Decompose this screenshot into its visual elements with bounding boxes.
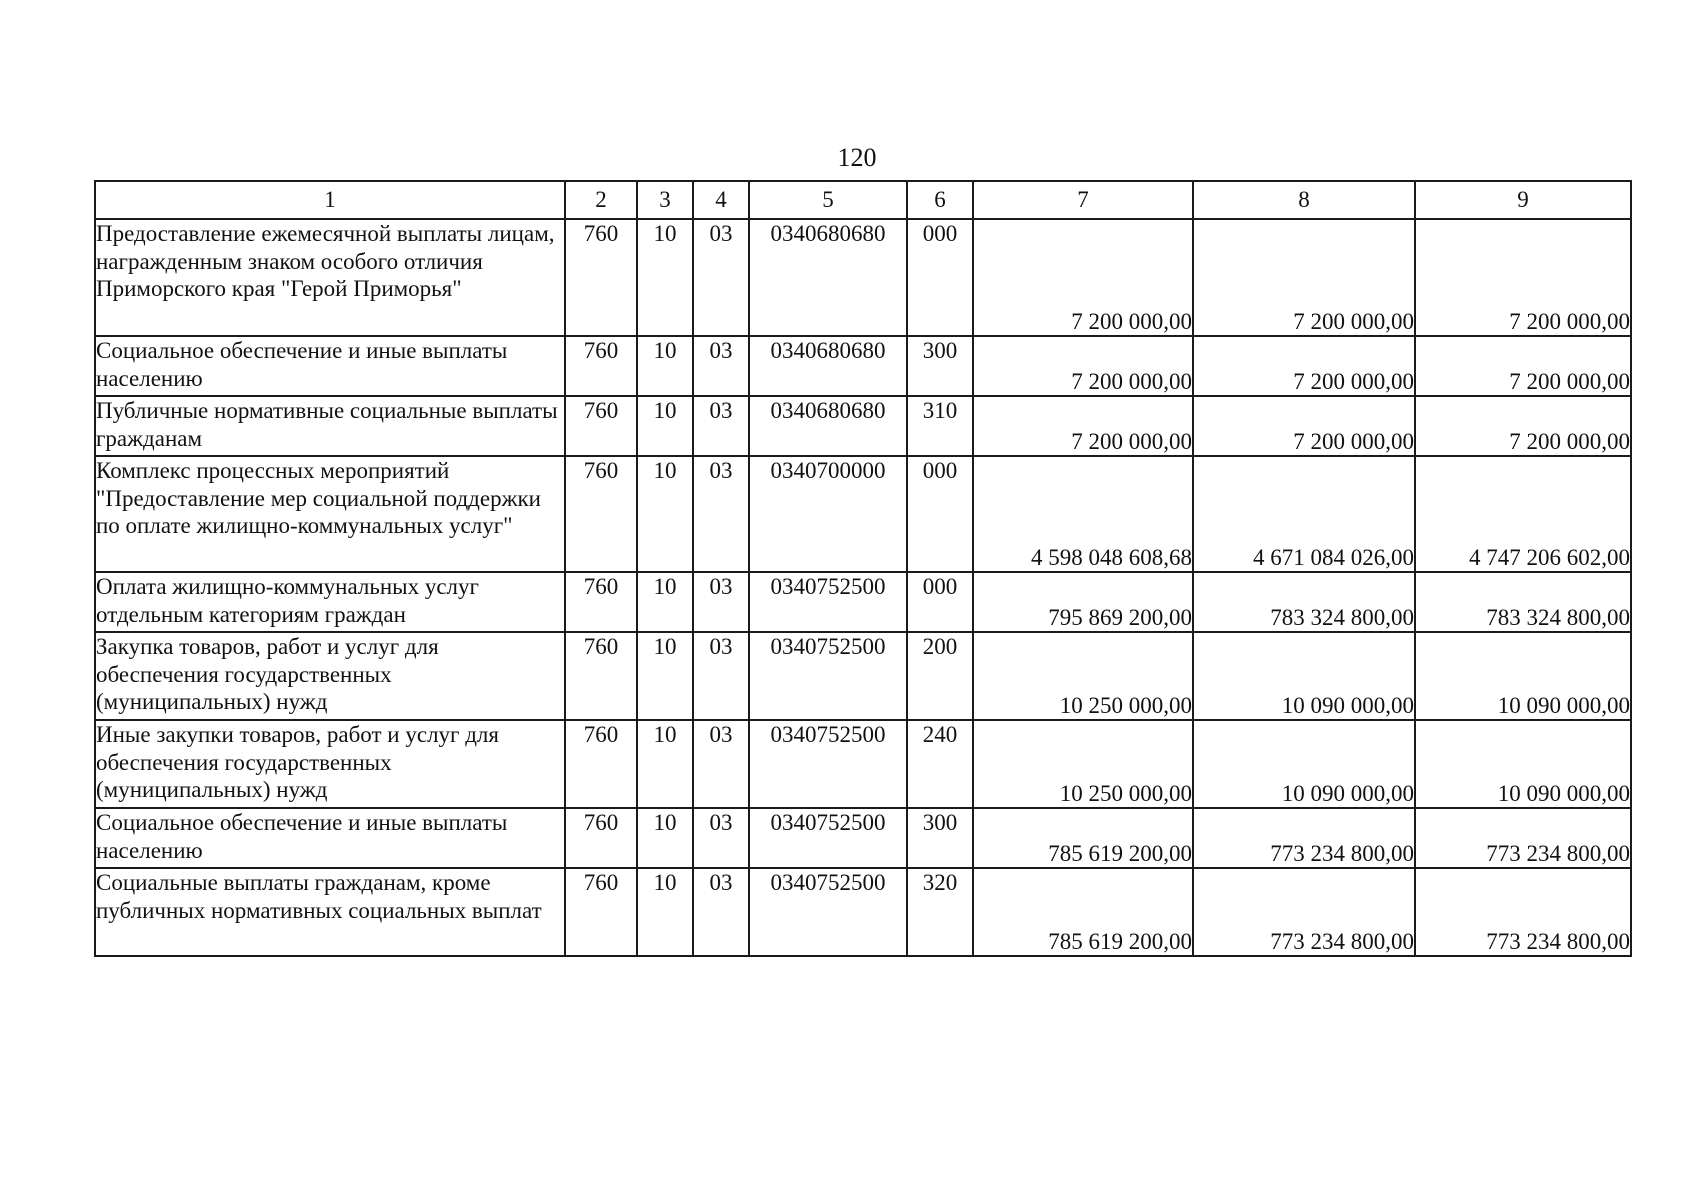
table-row [95,632,1631,720]
row-amount-col8: 7 200 000,00 [1193,219,1415,336]
row-amount-col8: 773 234 800,00 [1193,808,1415,868]
row-expense-type: 000 [907,219,973,336]
table-row [95,868,1631,956]
row-target-article: 0340752500 [749,632,907,720]
row-amount-col7: 10 250 000,00 [973,632,1193,720]
row-admin-code: 760 [565,868,637,956]
row-target-article: 0340752500 [749,572,907,632]
row-amount-col8: 10 090 000,00 [1193,720,1415,808]
row-amount-col8: 10 090 000,00 [1193,632,1415,720]
table-row [95,219,1631,336]
row-section: 10 [637,219,693,336]
row-name: Социальные выплаты гражданам, кроме публичных нормативных социальных выплат [95,868,565,956]
row-name: Комплекс процессных мероприятий "Предоставление мер социальной поддержки по оплате жилищно-коммунальных услуг" [95,456,565,572]
row-section: 10 [637,720,693,808]
header-col-1: 1 [95,181,565,219]
row-admin-code: 760 [565,808,637,868]
row-amount-col9: 773 234 800,00 [1415,808,1631,868]
row-amount-col9: 10 090 000,00 [1415,720,1631,808]
row-section: 10 [637,336,693,396]
header-row [95,181,1631,219]
row-amount-col7: 785 619 200,00 [973,808,1193,868]
row-target-article: 0340680680 [749,396,907,456]
row-amount-col8: 4 671 084 026,00 [1193,456,1415,572]
row-section: 10 [637,396,693,456]
row-target-article: 0340700000 [749,456,907,572]
row-name: Публичные нормативные социальные выплаты гражданам [95,396,565,456]
row-target-article: 0340752500 [749,720,907,808]
row-amount-col7: 785 619 200,00 [973,868,1193,956]
row-subsection: 03 [693,396,749,456]
header-col-5: 5 [749,181,907,219]
row-expense-type: 300 [907,808,973,868]
row-amount-col7: 7 200 000,00 [973,336,1193,396]
row-admin-code: 760 [565,396,637,456]
row-expense-type: 300 [907,336,973,396]
row-expense-type: 000 [907,572,973,632]
page-number: 120 [837,143,877,172]
row-subsection: 03 [693,219,749,336]
row-name: Закупка товаров, работ и услуг для обеспечения государственных (муниципальных) нужд [95,632,565,720]
table-row [95,808,1631,868]
header-col-7: 7 [973,181,1193,219]
row-amount-col7: 4 598 048 608,68 [973,456,1193,572]
row-target-article: 0340680680 [749,219,907,336]
row-admin-code: 760 [565,219,637,336]
row-expense-type: 000 [907,456,973,572]
row-section: 10 [637,456,693,572]
row-amount-col8: 773 234 800,00 [1193,868,1415,956]
row-subsection: 03 [693,632,749,720]
header-col-6: 6 [907,181,973,219]
row-subsection: 03 [693,336,749,396]
row-amount-col8: 783 324 800,00 [1193,572,1415,632]
row-name: Иные закупки товаров, работ и услуг для обеспечения государственных (муниципальных) нужд [95,720,565,808]
row-subsection: 03 [693,808,749,868]
row-admin-code: 760 [565,572,637,632]
row-amount-col9: 4 747 206 602,00 [1415,456,1631,572]
row-section: 10 [637,632,693,720]
row-admin-code: 760 [565,632,637,720]
row-amount-col9: 783 324 800,00 [1415,572,1631,632]
header-col-3: 3 [637,181,693,219]
row-expense-type: 240 [907,720,973,808]
row-amount-col9: 7 200 000,00 [1415,219,1631,336]
row-admin-code: 760 [565,720,637,808]
row-expense-type: 200 [907,632,973,720]
header-col-4: 4 [693,181,749,219]
row-section: 10 [637,808,693,868]
row-subsection: 03 [693,572,749,632]
row-admin-code: 760 [565,456,637,572]
row-amount-col9: 773 234 800,00 [1415,868,1631,956]
table-row [95,396,1631,456]
row-subsection: 03 [693,868,749,956]
table-row [95,456,1631,572]
row-admin-code: 760 [565,336,637,396]
table-row [95,572,1631,632]
row-amount-col8: 7 200 000,00 [1193,336,1415,396]
header-col-2: 2 [565,181,637,219]
row-amount-col7: 10 250 000,00 [973,720,1193,808]
row-section: 10 [637,572,693,632]
budget-table [94,180,1632,957]
table-row [95,336,1631,396]
row-amount-col7: 795 869 200,00 [973,572,1193,632]
row-amount-col7: 7 200 000,00 [973,219,1193,336]
row-name: Оплата жилищно-коммунальных услуг отдельным категориям граждан [95,572,565,632]
row-name: Социальное обеспечение и иные выплаты населению [95,336,565,396]
row-subsection: 03 [693,720,749,808]
row-expense-type: 310 [907,396,973,456]
row-target-article: 0340680680 [749,336,907,396]
row-amount-col8: 7 200 000,00 [1193,396,1415,456]
header-col-8: 8 [1193,181,1415,219]
row-amount-col9: 10 090 000,00 [1415,632,1631,720]
row-expense-type: 320 [907,868,973,956]
row-amount-col9: 7 200 000,00 [1415,396,1631,456]
row-name: Предоставление ежемесячной выплаты лицам, награжденным знаком особого отличия Приморского края "Герой Приморья" [95,219,565,336]
row-target-article: 0340752500 [749,808,907,868]
row-target-article: 0340752500 [749,868,907,956]
row-subsection: 03 [693,456,749,572]
table-row [95,720,1631,808]
header-col-9: 9 [1415,181,1631,219]
row-name: Социальное обеспечение и иные выплаты населению [95,808,565,868]
row-amount-col9: 7 200 000,00 [1415,336,1631,396]
row-section: 10 [637,868,693,956]
row-amount-col7: 7 200 000,00 [973,396,1193,456]
